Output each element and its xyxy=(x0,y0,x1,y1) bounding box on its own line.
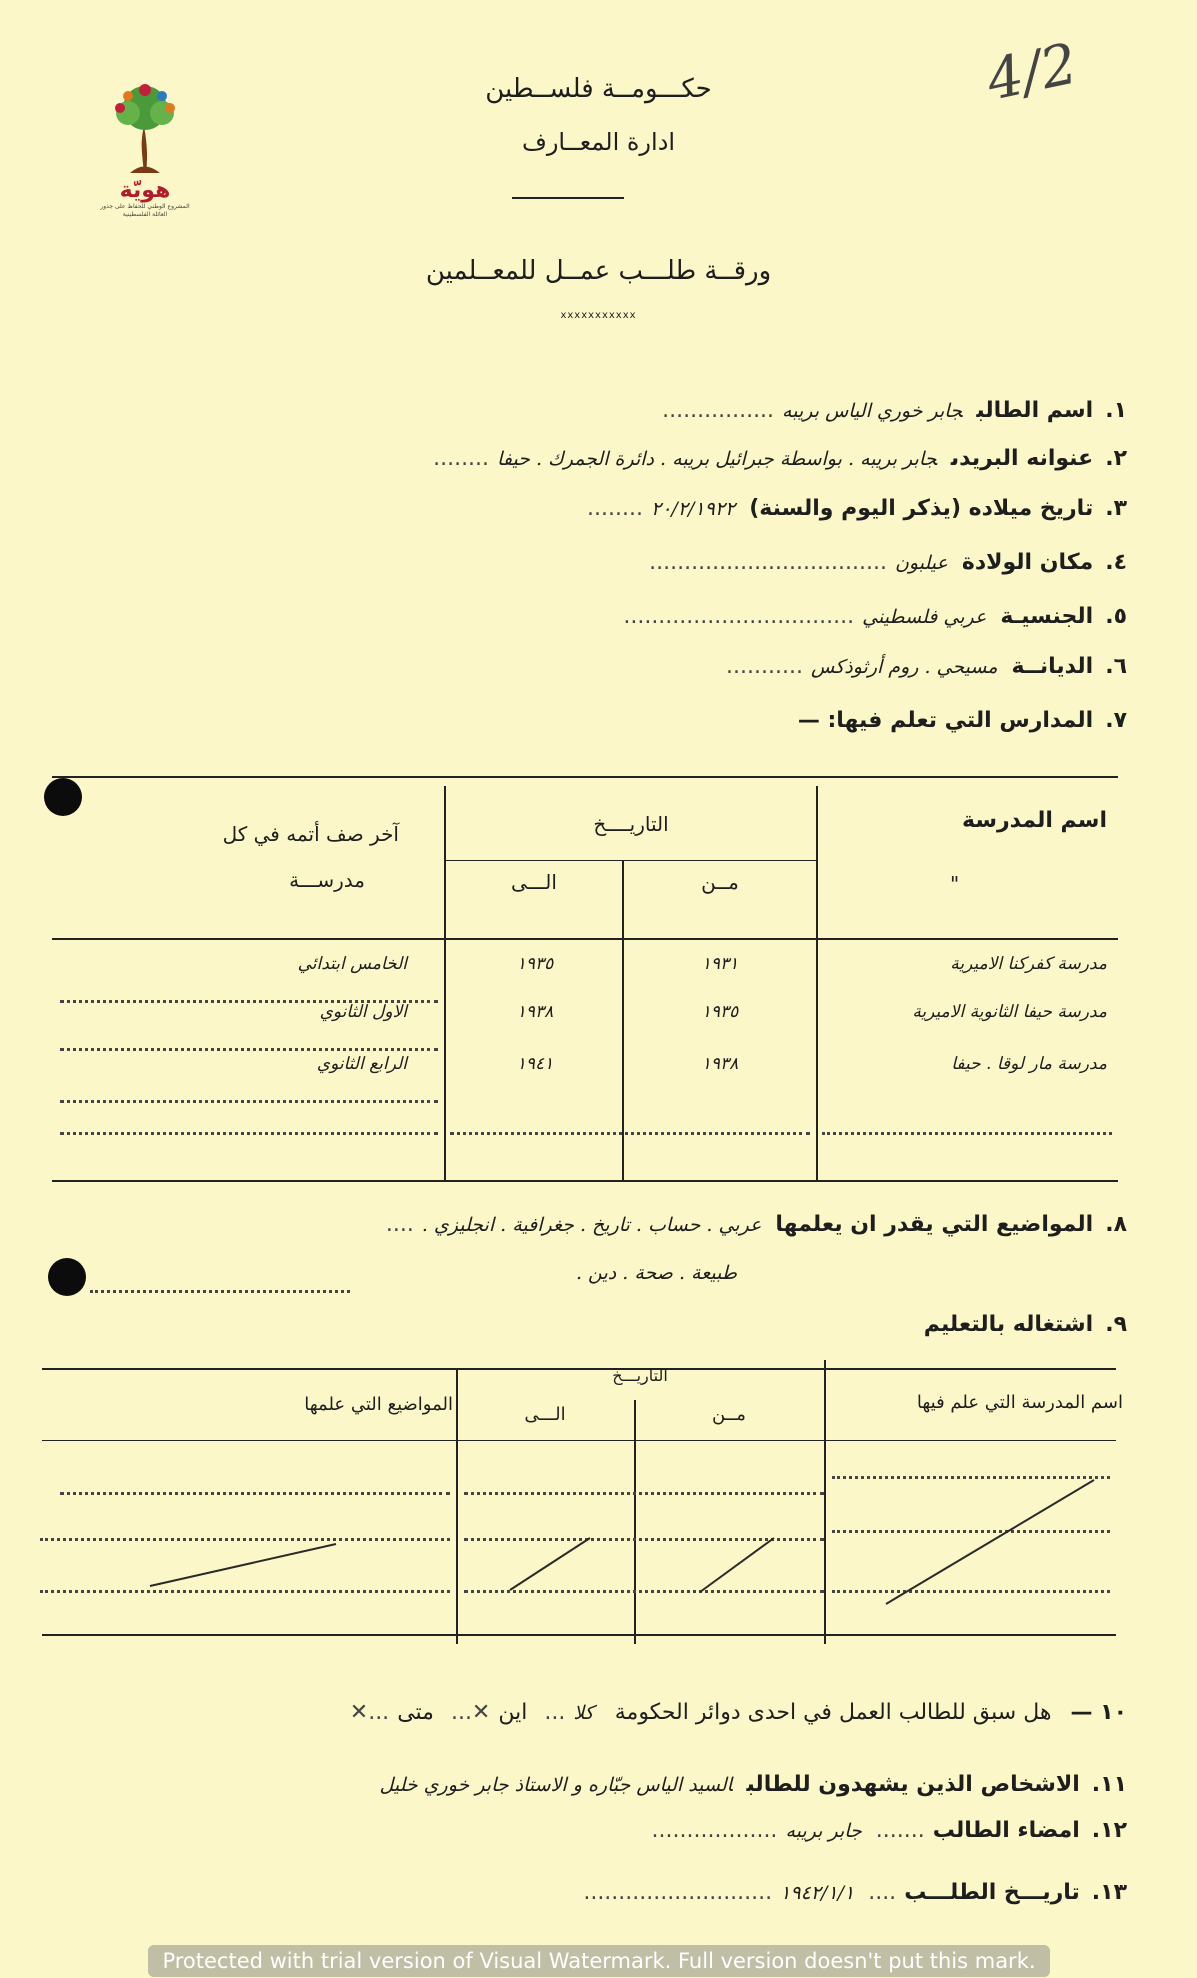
department-header: ادارة المعــارف xyxy=(521,128,676,156)
field-birth-place: ٤.مكان الولادةعيلبون.................................. xyxy=(649,550,1127,575)
field-subjects: ٨.المواضيع التي يقدر ان يعلمهاعربي . حساب . تاريخ . جغرافية . انجليزي ..... xyxy=(385,1212,1127,1237)
teaching-col-date: التاريـــخ xyxy=(612,1366,668,1385)
cell-to: ١٩٤١ xyxy=(516,1054,554,1074)
field-teaching: ٩.اشتغاله بالتعليم xyxy=(923,1312,1127,1337)
field-student-signature: ١٢.امضاء الطالب.......جابر بريبه.................. xyxy=(651,1818,1127,1843)
strike-through-marks xyxy=(0,1440,1197,1640)
cell-from: ١٩٣٥ xyxy=(701,1002,739,1022)
logo-text: هويّة xyxy=(119,178,171,203)
teaching-col-from: مــن xyxy=(712,1404,746,1425)
teaching-col-subjects: المواضيع التي علمها xyxy=(304,1394,453,1415)
form-title: ورقــة طلـــب عمــل للمعــلمين xyxy=(425,256,772,286)
col-school-ditto: " xyxy=(950,872,960,896)
cell-school: مدرسة حيفا الثانوية الاميرية xyxy=(912,1002,1107,1022)
teaching-col-school: اسم المدرسة التي علم فيها xyxy=(916,1392,1123,1413)
cell-from: ١٩٣٨ xyxy=(701,1054,739,1074)
col-school-name: اسم المدرسة xyxy=(962,808,1107,833)
field-previous-government-work: ١٠ — هل سبق للطالب العمل في احدى دوائر الحكومة كلا... اين✕... متى...✕ xyxy=(349,1700,1127,1725)
logo-subtitle: المشروع الوطني للحفاظ على جذور العائلة الفلسطينية xyxy=(100,203,190,218)
cell-class: الاول الثانوي xyxy=(319,1002,407,1022)
government-header: حكـــومــة فلســطين xyxy=(485,74,712,104)
punch-hole-bottom xyxy=(48,1258,86,1296)
corner-note: 4/2 xyxy=(981,31,1083,114)
punch-hole-top xyxy=(44,778,82,816)
field-nationality: ٥.الجنسيـةعربي فلسطيني................................. xyxy=(623,604,1127,629)
col-last-class: آخر صف أتمه في كل xyxy=(222,822,399,846)
field-references: ١١.الاشخاص الذين يشهدون للطالبالسيد الياس جبّاره و الاستاذ جابر خوري خليل xyxy=(379,1772,1127,1797)
col-to: الـــى xyxy=(511,870,557,894)
cell-to: ١٩٣٨ xyxy=(516,1002,554,1022)
cell-to: ١٩٣٥ xyxy=(516,954,554,974)
subjects-line-2: طبيعة . صحة . دين . xyxy=(575,1262,737,1284)
col-from: مــن xyxy=(701,870,739,894)
header-divider xyxy=(512,197,624,199)
field-postal-address: ٢.عنوانه البريدىجابر بريبه . بواسطة جبرائيل بريبه . دائرة الجمرك . حيفا........ xyxy=(433,446,1127,471)
field-religion: ٦.الديانــةمسيحي . روم أرثوذكس........... xyxy=(726,654,1127,679)
subjects-dots xyxy=(90,1290,350,1293)
cell-class: الخامس ابتدائي xyxy=(297,954,407,974)
cell-school: مدرسة مار لوقا . حيفا xyxy=(951,1054,1107,1074)
field-application-date: ١٣.تاريـــخ الطلـــب....١٩٤٢/١/١........................... xyxy=(583,1880,1127,1905)
col-last-class-2: مدرســـة xyxy=(289,868,365,892)
field-birth-date: ٣.تاريخ ميلاده (يذكر اليوم والسنة)٢٠/٢/١٩٢٢........ xyxy=(587,496,1127,521)
teaching-col-to: الـــى xyxy=(524,1404,566,1425)
col-date: التاريــــخ xyxy=(593,812,669,836)
trial-watermark: Protected with trial version of Visual Watermark. Full version doesn't put this mark. xyxy=(148,1945,1050,1977)
field-schools-attended: ٧.المدارس التي تعلم فيها: — xyxy=(797,708,1127,733)
cell-class: الرابع الثانوي xyxy=(316,1054,407,1074)
cell-school: مدرسة كفركنا الاميرية xyxy=(950,954,1107,974)
field-student-name: ١.اسم الطالبجابر خوري الياس بريبه................ xyxy=(662,398,1127,423)
title-ornament: xxxxxxxxxxx xyxy=(560,310,637,321)
cell-from: ١٩٣١ xyxy=(701,954,739,974)
